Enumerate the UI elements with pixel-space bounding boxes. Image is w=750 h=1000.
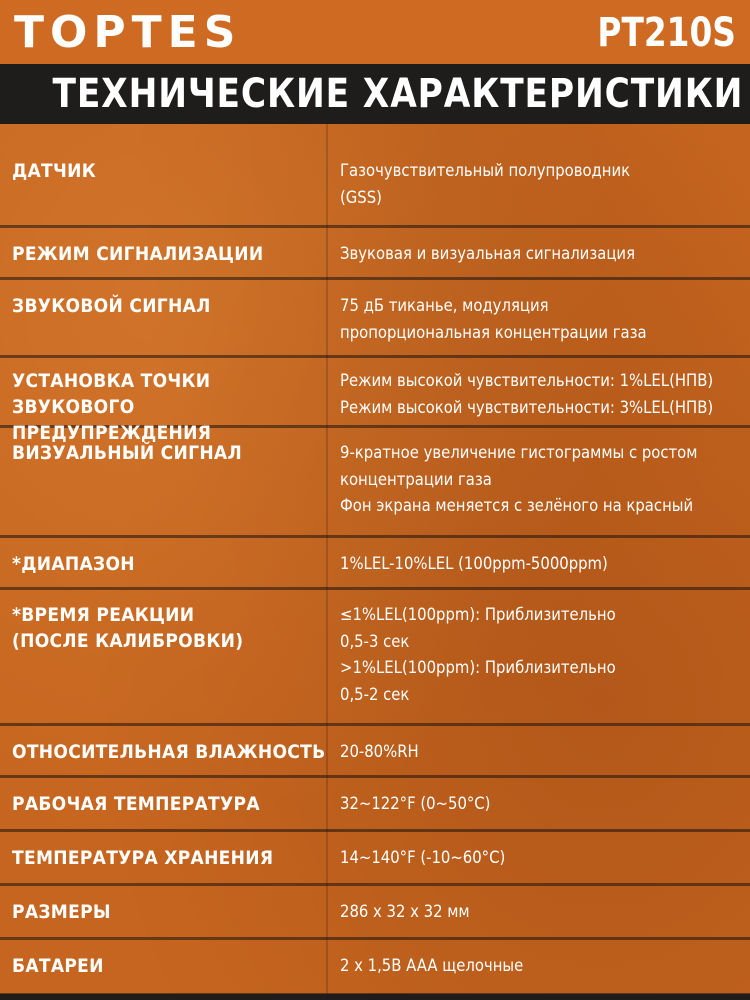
spec-table <box>0 124 750 996</box>
header-bar <box>0 0 750 64</box>
spec-value: Звуковая и визуальная сигнализация <box>340 244 635 263</box>
spec-label: *ДИАПАЗОН <box>12 553 135 575</box>
spec-value: 32~122°F (0~50°C) <box>340 794 491 813</box>
spec-value: 20-80%RH <box>340 742 419 761</box>
spec-row-visual-signal <box>0 428 750 538</box>
spec-label: ВИЗУАЛЬНЫЙ СИГНАЛ <box>12 442 242 464</box>
bottom-strip <box>0 994 750 1000</box>
model-name: PT210S <box>597 10 736 56</box>
spec-value: ≤1%LEL(100ppm): Приблизительно 0,5-3 сек >1%LEL(100ppm): Приблизительно 0,5-2 сек <box>340 605 616 704</box>
spec-row-alarm-point <box>0 358 750 444</box>
spec-row-response-time <box>0 590 750 726</box>
spec-label: УСТАНОВКА ТОЧКИ ЗВУКОВОГО ПРЕДУПРЕЖДЕНИЯ <box>12 370 212 444</box>
spec-row-dimensions <box>0 886 750 940</box>
spec-row-operating-temp <box>0 778 750 832</box>
spec-label: ТЕМПЕРАТУРА ХРАНЕНИЯ <box>12 847 274 869</box>
spec-value: 75 дБ тиканье, модуляция пропорциональная концентрации газа <box>340 296 647 342</box>
spec-value: 14~140°F (-10~60°C) <box>340 848 506 867</box>
spec-label: РАБОЧАЯ ТЕМПЕРАТУРА <box>12 793 260 815</box>
spec-value: Режим высокой чувствительности: 1%LEL(НПВ) Режим высокой чувствительности: 3%LEL(НПВ) <box>340 371 714 417</box>
spec-label: ОТНОСИТЕЛЬНАЯ ВЛАЖНОСТЬ <box>12 741 326 763</box>
spec-label: РЕЖИМ СИГНАЛИЗАЦИИ <box>12 243 264 265</box>
spec-row-range <box>0 538 750 590</box>
brand-logo: TOPTES <box>14 7 242 58</box>
spec-value: 286 x 32 x 32 мм <box>340 902 470 921</box>
spec-row-alarm-mode <box>0 228 750 280</box>
spec-row-sensor <box>0 124 750 228</box>
spec-value: Газочувствительный полупроводник (GSS) <box>340 161 631 207</box>
spec-label: РАЗМЕРЫ <box>12 901 111 923</box>
spec-label: БАТАРЕИ <box>12 955 104 977</box>
spec-row-storage-temp <box>0 832 750 886</box>
page-title: ТЕХНИЧЕСКИЕ ХАРАКТЕРИСТИКИ <box>52 71 744 117</box>
spec-row-humidity <box>0 726 750 778</box>
spec-row-batteries <box>0 940 750 996</box>
spec-value: 9-кратное увеличение гистограммы с ростом концентрации газа Фон экрана меняется с зелёного на красный <box>340 443 698 515</box>
spec-label: ДАТЧИК <box>12 160 97 182</box>
spec-label: *ВРЕМЯ РЕАКЦИИ (ПОСЛЕ КАЛИБРОВКИ) <box>12 604 244 652</box>
title-bar <box>0 64 750 124</box>
spec-label: ЗВУКОВОЙ СИГНАЛ <box>12 295 211 317</box>
spec-value: 2 x 1,5В AAA щелочные <box>340 956 524 975</box>
spec-row-sound-signal <box>0 280 750 358</box>
spec-value: 1%LEL-10%LEL (100ppm-5000ppm) <box>340 554 608 573</box>
